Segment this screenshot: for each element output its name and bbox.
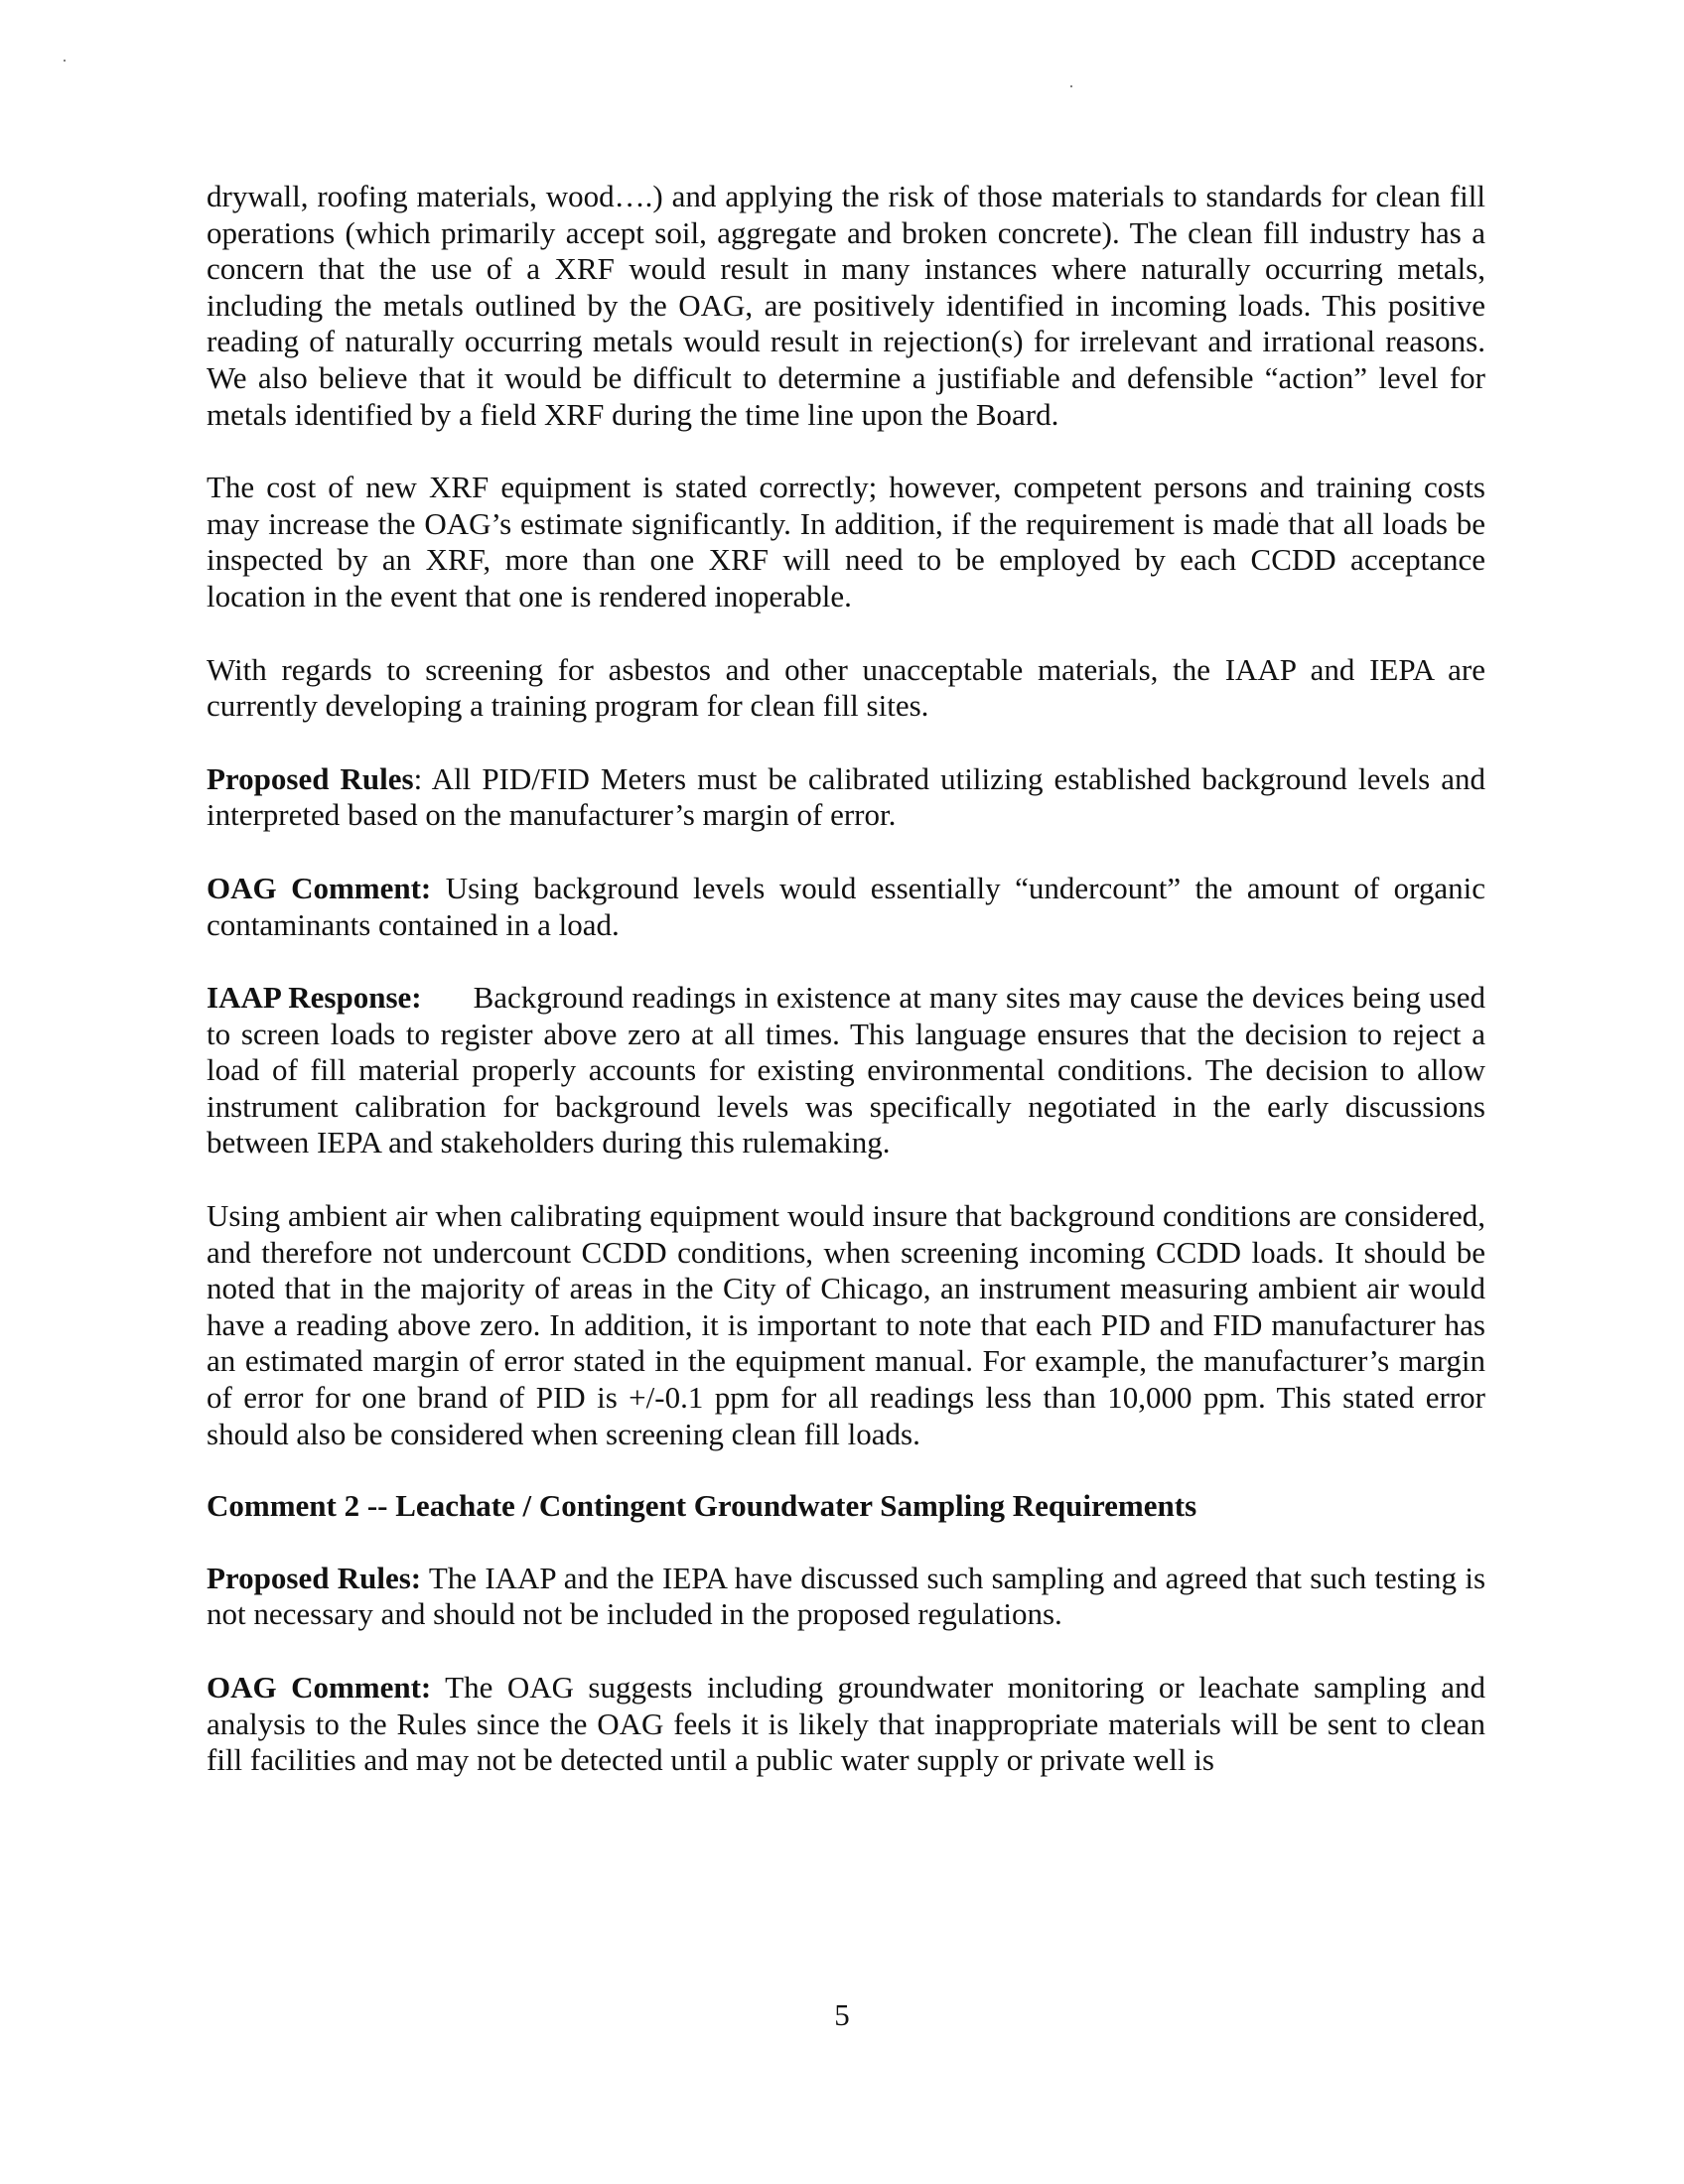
proposed-rules-text: : All PID/FID Meters must be calibrated utilizing established background levels and interpreted based on the manufacturer’s margin of error. bbox=[207, 760, 1485, 833]
oag-comment-label: OAG Comment: bbox=[207, 870, 432, 905]
paragraph-ambient-air: Using ambient air when calibrating equipment would insure that background conditions are considered, and therefore not undercount CCDD conditions, when screening incoming CCDD loads. It should be noted that in the majority of areas in the City of Chicago, an instrument measuring ambient air would have a reading above zero. In addition, it is important to note that each PID and FID manufacturer has an estimated margin of error stated in the equipment manual. For example, the manufacturer’s margin of error for one brand of PID is +/-0.1 ppm for all readings less than 10,000 ppm. This stated error should also be considered when screening clean fill loads. bbox=[207, 1198, 1485, 1451]
oag-comment-text: Using background levels would essentially “undercount” the amount of organic contaminants contained in a load. bbox=[207, 870, 1486, 942]
oag-comment-text: The OAG suggests including groundwater monitoring or leachate sampling and analysis to the Rules since the OAG feels it is likely that inappropriate materials will be sent to clean fill facilities and may not be detected until a public water supply or private well is bbox=[207, 1670, 1486, 1778]
paragraph-xrf-cost: The cost of new XRF equipment is stated correctly; however, competent persons and training costs may increase the OAG’s estimate significantly. In addition, if the requirement is made that all loads be inspected by an XRF, more than one XRF will need to be employed by each CCDD acceptance location in the event that one is rendered inoperable. bbox=[207, 470, 1485, 614]
oag-comment-label: OAG Comment: bbox=[207, 1670, 432, 1705]
proposed-rules-text: The IAAP and the IEPA have discussed such sampling and agreed that such testing is not necessary and should not be included in the proposed regulations. bbox=[207, 1560, 1486, 1632]
paragraph-oag-comment-groundwater bbox=[207, 1670, 1485, 1779]
paragraph-xrf-concerns: drywall, roofing materials, wood….) and applying the risk of those materials to standards for clean fill operations (which primarily accept soil, aggregate and broken concrete). The clean fill industry has a concern that the use of a XRF would result in many instances where naturally occurring metals, including the metals outlined by the OAG, are positively identified in incoming loads. This positive reading of naturally occurring metals would result in rejection(s) for irrelevant and irrational reasons. We also believe that it would be difficult to determine a justifiable and defensible “action” level for metals identified by a field XRF during the time line upon the Board. bbox=[207, 179, 1485, 432]
paragraph-iaap-response bbox=[207, 980, 1485, 1161]
paragraph-asbestos-training: With regards to screening for asbestos and other unacceptable materials, the IAAP and IEPA are currently developing a training program for clean fill sites. bbox=[207, 651, 1485, 724]
proposed-rules-label: Proposed Rules bbox=[207, 760, 414, 796]
paragraph-oag-comment-background bbox=[207, 871, 1485, 943]
paragraph-proposed-rules-sampling bbox=[207, 1561, 1485, 1633]
section-heading-comment-2: Comment 2 -- Leachate / Contingent Groundwater Sampling Requirements bbox=[207, 1488, 1197, 1524]
scan-speck bbox=[64, 60, 66, 62]
iaap-response-label: IAAP Response: bbox=[207, 980, 422, 1016]
iaap-response-text: Background readings in existence at many sites may cause the devices being used to screen loads to register above zero at all times. This language ensures that the decision to reject a load of fill material properly accounts for existing environmental conditions. The decision to allow instrument calibration for background levels was specifically negotiated in the early discussions between IEPA and stakeholders during this rulemaking. bbox=[207, 980, 1486, 1160]
proposed-rules-label: Proposed Rules: bbox=[207, 1560, 422, 1595]
paragraph-proposed-rules-pid bbox=[207, 761, 1485, 834]
page-number: 5 bbox=[834, 1997, 850, 2032]
document-body bbox=[207, 179, 1485, 1779]
scan-speck bbox=[1070, 85, 1072, 87]
